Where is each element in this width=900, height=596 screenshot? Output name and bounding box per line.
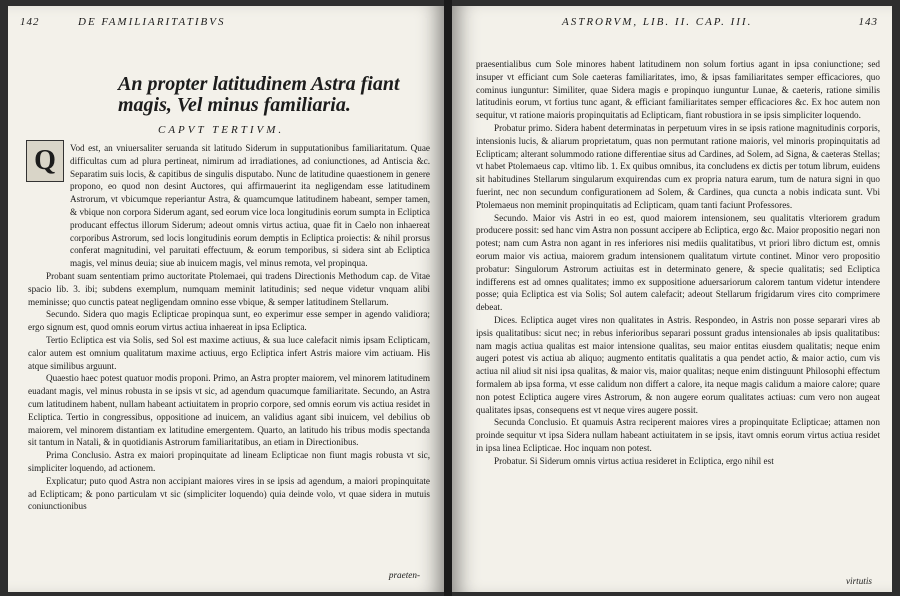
- paragraph: Probatur. Si Siderum omnis virtus actiua resideret in Ecliptica, ergo nihil est: [494, 455, 774, 466]
- paragraph: Probant suam sententiam primo auctoritate Ptolemaei, qui tradens Directionis Methodum cap. de Vitae spacio lib. 3. ibi; subdens exemplum, numquam meminit latitudinis; sed neque videtur vnquam alibi meminisse; quo cunctis pateat negligendam omnino esse vbique, & semper latitudinem Stellarum.: [28, 270, 430, 307]
- drop-cap: Q: [26, 140, 64, 182]
- chapter-heading: CAPVT TERTIVM.: [158, 124, 285, 136]
- paragraph: Secunda Conclusio. Et quamuis Astra reciperent maiores vires a propinquitate Eclipticae; attamen non proinde sequitur vt ipsa Sidera nullam habeant actiuitatem in se ipsis, itavt omnis eorum virtus actiua residet in ipsa linea Eclipticae. Hoc inquam non potest.: [476, 417, 880, 453]
- paragraph: praesentialibus cum Sole minores habent latitudinem non solum fortius agant in ipsa coniunctione; sed insuper vt efficiant cum Sole caeteras familiaritates, imo, & ipsas familiaritates semper efficaciores, quo cominus iunguntur: Similiter, quae Sidera magis e propinquo iunguntur Lunae, & caeteris, ratione similis latitudinis eorum, vt fortius tunc agant, & efficiant familiaritates semper efficaciores &c. Ex hoc autem non sequitur, vt ratione maioris propinquitatis ad Eclipticam, fiant robustiora in se ipsis simpliciter loquendo.: [476, 59, 880, 121]
- paragraph: Secundo. Maior vis Astri in eo est, quod maiorem intensionem, seu qualitatis vlteriorem gradum producere possit: sed hanc vim Astra non possunt accipere ab Ecliptica, ergo &c. Maior propositio negari non potest; nam cum Astra non agant in res inferiores nisi mediis qualitatibus, vt priori libro dictum est, omnis eorum maior vis actiua, maiorem gradum intensionem qualitatum virtute continet. Minor vero propositio probatur: Singulorum Astrorum actiuitas est in determinato genere, & specie qualitatis; sed Ecliptica indifferens est ad omnes qualitates; immo ex suppositione aduersariorum calorem tantum videtur intendere posse; quia Ecliptica est via Solis; Sol autem calefacit; adeout Stellarum frigidarum vires cito comprimere debeat.: [476, 212, 880, 313]
- paragraph: Secundo. Sidera quo magis Eclipticae propinqua sunt, eo experimur esse semper in agendo validiora; ergo signum est, quod omnis eorum virtus actiua inhaereat in ipsa Ecliptica.: [28, 309, 430, 333]
- body-text: [28, 142, 430, 513]
- body-text: [476, 58, 880, 468]
- right-page: [452, 6, 892, 592]
- book-gutter: [444, 0, 452, 596]
- paragraph: Probatur primo. Sidera habent determinatas in perpetuum vires in se ipsis ratione magnitudinis corporis, intensionis lucis, & aliarum proprietatum, quas non permutant ratione maioris, vel minoris propinquitatis ad Eclipticam; alterant solummodo ratione differentiae situs ad Cardines, ad Solem, ad Signa, & caeteras Stellas; vt habet Ptolemaeus cap. vltimo lib. 1. Ex quibus omnibus, ita concludens ex dictis per totum librum, euidens sit habitudines Stellarum singularum exquirendas cum ex propria natura earum, tum de natura signi in quo fuerint, nec non secundum configurationem ad Solem, & Cardines, qua cuncta a nobis indicata sunt. Vbi Ptolemaeus non meminit propinquitatis ad Eclipticam, quam tanti faciunt Professores.: [476, 122, 880, 210]
- running-head: DE FAMILIARITATIBVS: [78, 16, 226, 28]
- paragraph: Quaestio haec potest quatuor modis proponi. Primo, an Astra propter maiorem, vel minorem latitudinem euadant magis, vel minus robusta in se ipsis vt sic, ad agendum quacumque familiaritate. Secundo, an Astra cum latitudinem habent, nullam habeant actiuitatem in proprio corpore, sed omnis eorum vis actiua residet in Ecliptica. Tertio in congressibus, oppositione ad inuicem, an validius agant sibi inuicem, vel debilius ob maiorem, vel minorem distantiam ex latitudine emergentem. Quarto, an latitudo his tribus modis spectanda sit tantum in Natali, & in quotidianis Astrorum familiaritatibus, an etiam in Directionibus.: [28, 373, 430, 448]
- catchword: praeten-: [388, 570, 420, 580]
- page-number: 142: [20, 16, 40, 28]
- chapter-title: An propter latitudinem Astra fiant magis, Vel minus familiaria.: [118, 73, 400, 116]
- page-number: 143: [858, 16, 878, 28]
- left-page: [8, 6, 444, 592]
- catchword: virtutis: [845, 576, 872, 586]
- paragraph: Tertio Ecliptica est via Solis, sed Sol est maxime actiuus, & sua luce calefacit nimis ipsam Eclipticam, calor autem est omnium qualitatum maxime actiuus, ergo Ecliptica infert Astris maiore vim actiuam. His atque similibus arguunt.: [28, 334, 430, 371]
- paragraph: Prima Conclusio. Astra ex maiori propinquitate ad lineam Eclipticae non fiunt magis robusta vt sic, simpliciter loquendo, ad actionem.: [28, 450, 430, 473]
- paragraph: Dices. Ecliptica auget vires non qualitates in Astris. Respondeo, in Astris non posse separari vires ab ipsis qualitatibus: sicut nec; in rebus inferioribus separari possunt gradus intensionales ab ipsis qualitatibus: nam magis actiua qualitas est maior intensione qualitas, seu maior entitas eiusdem qualitatis; neque enim augeri potest vis actiua ab aliquo; augmento entitatis qualitatis a qua pendet actio, & maior actio, cum vis actiua nil aliud sit nisi ipsa qualitas, & maior vis, maior qualitas; neque enim distinguunt Philosophi effectum formalem ab ipsa forma, vt esse calidum non differt a calore, ita neque magis calidum a maiore calore; quare non potest Ecliptica augere vires Astrorum, & non augere eorum qualitates actiuas: cum vero non augeat qualitates ipsas, consequens est vt neque vires augere possit.: [476, 314, 880, 415]
- paragraph: Vod est, an vniuersaliter seruanda sit latitudo Siderum in supputationibus familiaritatum. Quae difficultas cum ad plura pertineat, nimirum ad irradiationes, ad coniunctiones, ad Antiscia &c. Separatim suis locis, & capitibus de singulis disputabo. Nunc de latitudine quaestionem in genere propono, eo quod non desint Auctores, qui affirmauerint ita negligendam esse latitudinem Astrorum, vt vbicumque reperiantur Astra, & quamcumque latitudinem habeant, semper tamen, & vbique non corpora Siderum agant, sed eorum vice loca longitudinis eorum sumpta in Ecliptica producant effectus illorum Siderum; adeout omnis virtus actiua, quae fit in Caelo non inhaereat corporibus Astrorum, sed locis longitudinis eorum demptis in Ecliptica proiectis: & nihil prorsus conferat magnitudini, vel paruitati effectuum, & eorum temporibus, si sidera sint ab Ecliptica magis, vel minus deuia; siue ab inuicem magis, vel minus remota, vel propinqua.: [70, 143, 430, 269]
- running-head: ASTRORVM, LIB. II. CAP. III.: [562, 16, 753, 28]
- paragraph: Explicatur; puto quod Astra non accipiant maiores vires in se ipsis ad agendum, a maiori propinquitate ad Eclipticam; & pono particulam vt sic (simpliciter loquendo) quia deinde volo, vt quae sidera in mutuis coniunctionibus: [28, 475, 430, 512]
